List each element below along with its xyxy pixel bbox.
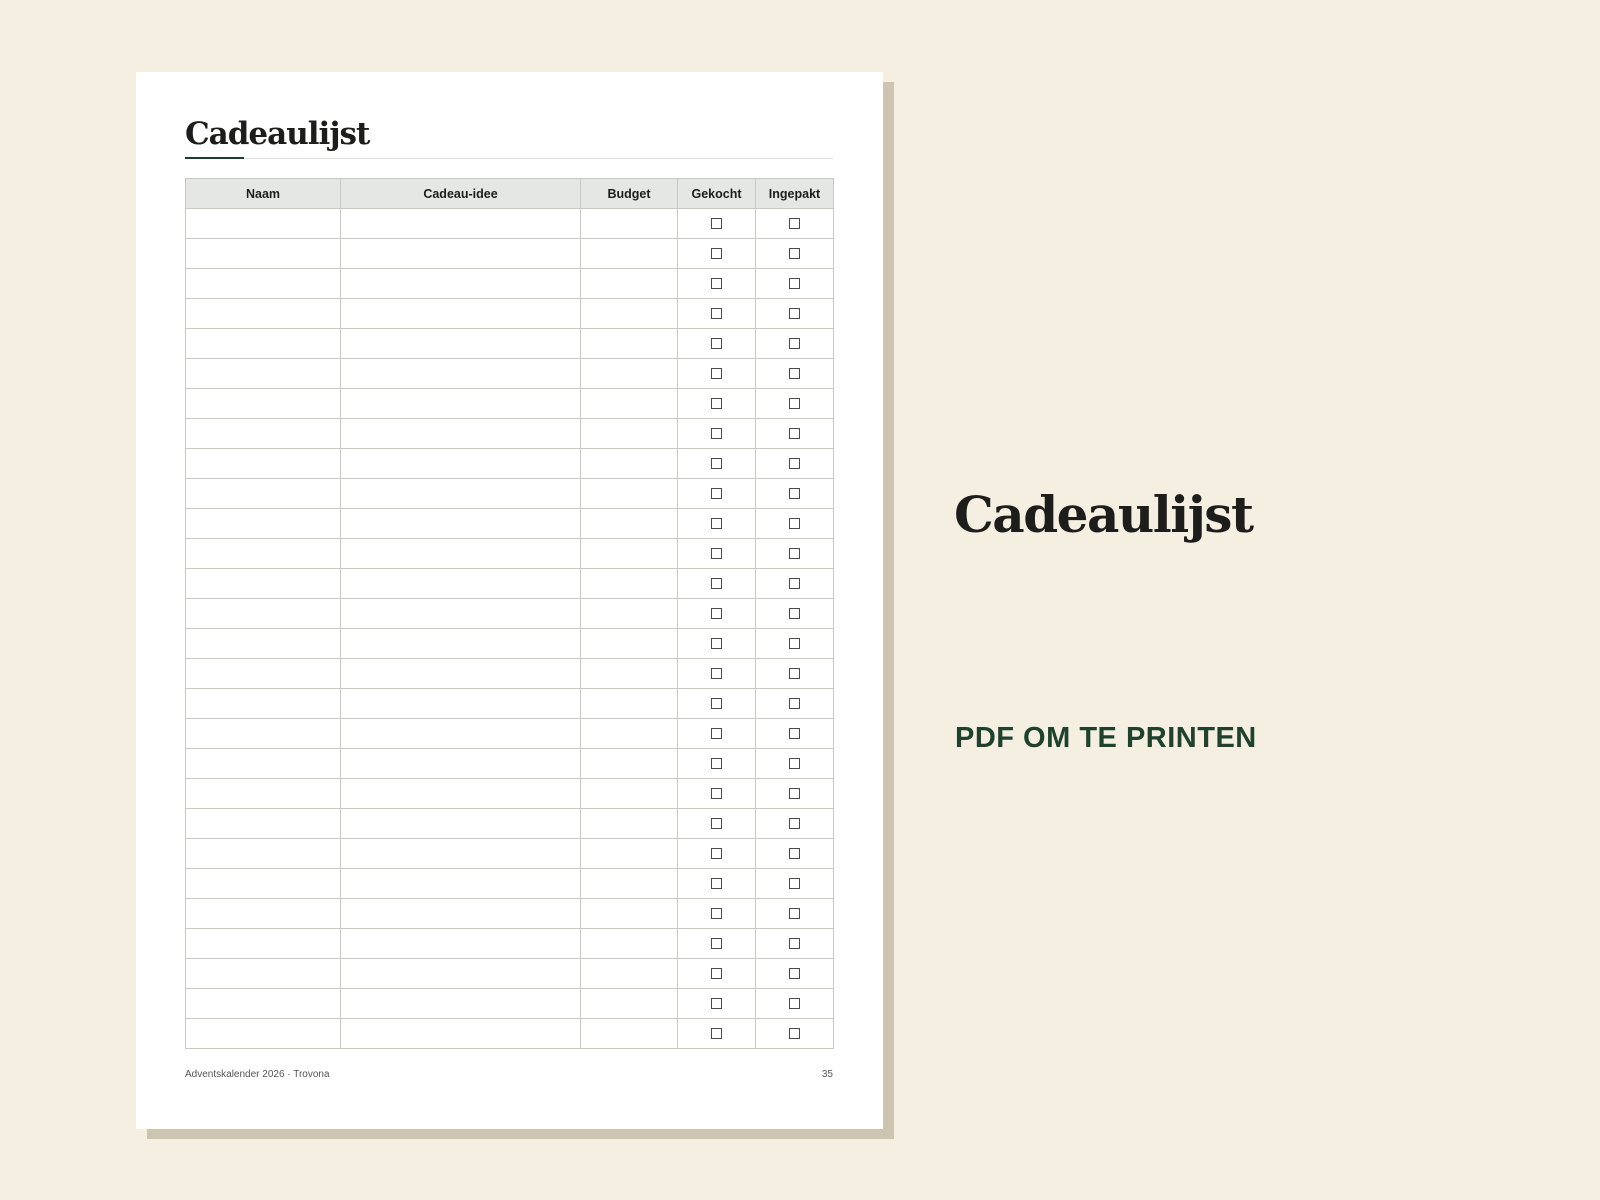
ingepakt-checkbox[interactable] [789,368,800,379]
gekocht-checkbox[interactable] [711,938,722,949]
cadeau-idee-cell[interactable] [341,779,581,809]
gekocht-cell [678,659,756,689]
table-header-row [186,179,834,209]
ingepakt-checkbox[interactable] [789,398,800,409]
gekocht-cell [678,839,756,869]
table-row [186,659,834,689]
budget-cell[interactable] [581,719,678,749]
gekocht-checkbox[interactable] [711,368,722,379]
ingepakt-cell [756,869,834,899]
budget-cell[interactable] [581,269,678,299]
ingepakt-checkbox[interactable] [789,818,800,829]
naam-cell[interactable] [186,839,341,869]
gekocht-cell [678,1019,756,1049]
gekocht-checkbox[interactable] [711,848,722,859]
ingepakt-cell [756,809,834,839]
budget-cell[interactable] [581,569,678,599]
ingepakt-checkbox[interactable] [789,908,800,919]
ingepakt-checkbox[interactable] [789,278,800,289]
naam-cell[interactable] [186,1019,341,1049]
cadeau-idee-cell[interactable] [341,359,581,389]
footer-page-number: 35 [821,1069,833,1080]
title-accent-bar [185,157,244,159]
ingepakt-cell [756,449,834,479]
footer-publication: Adventskalender 2026 · Trovona [185,1069,330,1080]
ingepakt-cell [756,749,834,779]
gekocht-cell [678,509,756,539]
naam-cell[interactable] [186,809,341,839]
ingepakt-checkbox[interactable] [789,458,800,469]
ingepakt-checkbox[interactable] [789,848,800,859]
naam-cell[interactable] [186,689,341,719]
ingepakt-cell [756,929,834,959]
naam-cell[interactable] [186,869,341,899]
cadeau-idee-cell[interactable] [341,479,581,509]
naam-cell[interactable] [186,959,341,989]
naam-cell[interactable] [186,749,341,779]
gekocht-cell [678,269,756,299]
cadeau-idee-cell[interactable] [341,539,581,569]
gekocht-cell [678,629,756,659]
ingepakt-checkbox[interactable] [789,878,800,889]
ingepakt-checkbox[interactable] [789,338,800,349]
ingepakt-cell [756,299,834,329]
table-row [186,209,834,239]
gekocht-cell [678,989,756,1019]
gekocht-checkbox[interactable] [711,908,722,919]
cadeau-idee-cell[interactable] [341,899,581,929]
gekocht-checkbox[interactable] [711,638,722,649]
ingepakt-checkbox[interactable] [789,758,800,769]
gekocht-checkbox[interactable] [711,518,722,529]
naam-cell[interactable] [186,269,341,299]
gekocht-checkbox[interactable] [711,578,722,589]
table-row [186,959,834,989]
ingepakt-checkbox[interactable] [789,938,800,949]
budget-cell[interactable] [581,929,678,959]
naam-cell[interactable] [186,449,341,479]
ingepakt-checkbox[interactable] [789,488,800,499]
table-row [186,779,834,809]
gekocht-checkbox[interactable] [711,548,722,559]
table-row [186,389,834,419]
naam-cell[interactable] [186,569,341,599]
gekocht-cell [678,899,756,929]
ingepakt-checkbox[interactable] [789,998,800,1009]
gekocht-checkbox[interactable] [711,398,722,409]
cadeau-idee-cell[interactable] [341,1019,581,1049]
cadeau-idee-cell[interactable] [341,689,581,719]
ingepakt-cell [756,359,834,389]
gekocht-cell [678,689,756,719]
budget-cell[interactable] [581,809,678,839]
naam-cell[interactable] [186,779,341,809]
gekocht-cell [678,779,756,809]
ingepakt-cell [756,269,834,299]
gekocht-checkbox[interactable] [711,428,722,439]
ingepakt-cell [756,689,834,719]
budget-cell[interactable] [581,989,678,1019]
naam-cell[interactable] [186,329,341,359]
budget-cell[interactable] [581,779,678,809]
gekocht-cell [678,599,756,629]
gekocht-checkbox[interactable] [711,758,722,769]
cadeau-idee-cell[interactable] [341,239,581,269]
gekocht-cell [678,479,756,509]
column-header-naam: Naam [186,179,341,209]
product-title: Cadeaulijst [954,485,1253,544]
table-row [186,989,834,1019]
gekocht-cell [678,719,756,749]
gekocht-cell [678,869,756,899]
ingepakt-checkbox[interactable] [789,698,800,709]
ingepakt-checkbox[interactable] [789,728,800,739]
gekocht-cell [678,359,756,389]
table-row [186,239,834,269]
gekocht-checkbox[interactable] [711,968,722,979]
naam-cell[interactable] [186,299,341,329]
ingepakt-cell [756,629,834,659]
budget-cell[interactable] [581,899,678,929]
gekocht-checkbox[interactable] [711,218,722,229]
gekocht-checkbox[interactable] [711,488,722,499]
table-row [186,809,834,839]
title-divider [185,158,833,159]
table-row [186,509,834,539]
budget-cell[interactable] [581,299,678,329]
gekocht-cell [678,389,756,419]
ingepakt-checkbox[interactable] [789,788,800,799]
ingepakt-cell [756,719,834,749]
naam-cell[interactable] [186,359,341,389]
naam-cell[interactable] [186,479,341,509]
table-row [186,749,834,779]
printable-page [136,72,883,1129]
gekocht-checkbox[interactable] [711,818,722,829]
budget-cell[interactable] [581,689,678,719]
budget-cell[interactable] [581,209,678,239]
budget-cell[interactable] [581,359,678,389]
budget-cell[interactable] [581,749,678,779]
ingepakt-checkbox[interactable] [789,578,800,589]
naam-cell[interactable] [186,539,341,569]
table-row [186,719,834,749]
budget-cell[interactable] [581,959,678,989]
table-row [186,629,834,659]
ingepakt-cell [756,329,834,359]
gekocht-checkbox[interactable] [711,1028,722,1039]
ingepakt-checkbox[interactable] [789,428,800,439]
gekocht-checkbox[interactable] [711,338,722,349]
budget-cell[interactable] [581,659,678,689]
ingepakt-checkbox[interactable] [789,638,800,649]
ingepakt-cell [756,959,834,989]
table-row [186,1019,834,1049]
table-row [186,839,834,869]
cadeau-idee-cell[interactable] [341,419,581,449]
cadeau-idee-cell[interactable] [341,809,581,839]
ingepakt-cell [756,569,834,599]
cadeau-idee-cell[interactable] [341,449,581,479]
ingepakt-cell [756,779,834,809]
column-header-ingepakt: Ingepakt [756,179,834,209]
naam-cell[interactable] [186,209,341,239]
cadeau-idee-cell[interactable] [341,509,581,539]
gekocht-checkbox[interactable] [711,698,722,709]
table-row [186,269,834,299]
cadeau-idee-cell[interactable] [341,749,581,779]
table-row [186,929,834,959]
gekocht-checkbox[interactable] [711,668,722,679]
cadeau-idee-cell[interactable] [341,839,581,869]
ingepakt-checkbox[interactable] [789,308,800,319]
gekocht-checkbox[interactable] [711,608,722,619]
gekocht-cell [678,929,756,959]
gekocht-checkbox[interactable] [711,878,722,889]
ingepakt-cell [756,599,834,629]
ingepakt-checkbox[interactable] [789,968,800,979]
naam-cell[interactable] [186,929,341,959]
gekocht-cell [678,239,756,269]
cadeau-idee-cell[interactable] [341,569,581,599]
gekocht-checkbox[interactable] [711,278,722,289]
gekocht-cell [678,209,756,239]
gekocht-cell [678,329,756,359]
ingepakt-checkbox[interactable] [789,548,800,559]
table-row [186,359,834,389]
cadeau-idee-cell[interactable] [341,329,581,359]
gekocht-checkbox[interactable] [711,248,722,259]
ingepakt-cell [756,1019,834,1049]
ingepakt-checkbox[interactable] [789,668,800,679]
ingepakt-cell [756,659,834,689]
budget-cell[interactable] [581,389,678,419]
gekocht-cell [678,449,756,479]
gekocht-cell [678,539,756,569]
cadeau-idee-cell[interactable] [341,269,581,299]
gekocht-checkbox[interactable] [711,788,722,799]
ingepakt-checkbox[interactable] [789,218,800,229]
cadeau-idee-cell[interactable] [341,209,581,239]
table-row [186,479,834,509]
budget-cell[interactable] [581,629,678,659]
ingepakt-cell [756,479,834,509]
cadeau-idee-cell[interactable] [341,389,581,419]
budget-cell[interactable] [581,449,678,479]
naam-cell[interactable] [186,989,341,1019]
table-row [186,689,834,719]
naam-cell[interactable] [186,509,341,539]
ingepakt-cell [756,539,834,569]
budget-cell[interactable] [581,329,678,359]
table-row [186,869,834,899]
gekocht-cell [678,569,756,599]
naam-cell[interactable] [186,659,341,689]
table-row [186,599,834,629]
cadeau-idee-cell[interactable] [341,929,581,959]
cadeau-idee-cell[interactable] [341,659,581,689]
column-header-budget: Budget [581,179,678,209]
ingepakt-cell [756,899,834,929]
gekocht-cell [678,809,756,839]
table-row [186,449,834,479]
budget-cell[interactable] [581,419,678,449]
ingepakt-cell [756,419,834,449]
naam-cell[interactable] [186,629,341,659]
ingepakt-cell [756,509,834,539]
budget-cell[interactable] [581,509,678,539]
ingepakt-cell [756,389,834,419]
ingepakt-cell [756,989,834,1019]
cadeau-idee-cell[interactable] [341,869,581,899]
product-subtitle: PDF OM TE PRINTEN [955,722,1257,754]
gekocht-cell [678,299,756,329]
gekocht-cell [678,959,756,989]
naam-cell[interactable] [186,239,341,269]
naam-cell[interactable] [186,389,341,419]
ingepakt-cell [756,209,834,239]
cadeau-idee-cell[interactable] [341,989,581,1019]
budget-cell[interactable] [581,869,678,899]
budget-cell[interactable] [581,539,678,569]
naam-cell[interactable] [186,419,341,449]
column-header-gekocht: Gekocht [678,179,756,209]
ingepakt-checkbox[interactable] [789,1028,800,1039]
budget-cell[interactable] [581,479,678,509]
cadeau-idee-cell[interactable] [341,599,581,629]
ingepakt-cell [756,239,834,269]
naam-cell[interactable] [186,599,341,629]
cadeau-idee-cell[interactable] [341,959,581,989]
budget-cell[interactable] [581,1019,678,1049]
gekocht-cell [678,749,756,779]
cadeau-idee-cell[interactable] [341,629,581,659]
gekocht-checkbox[interactable] [711,728,722,739]
gekocht-checkbox[interactable] [711,308,722,319]
ingepakt-checkbox[interactable] [789,518,800,529]
ingepakt-checkbox[interactable] [789,608,800,619]
table-row [186,419,834,449]
naam-cell[interactable] [186,899,341,929]
budget-cell[interactable] [581,239,678,269]
table-row [186,539,834,569]
ingepakt-cell [756,839,834,869]
gift-list-table [185,178,834,1049]
budget-cell[interactable] [581,839,678,869]
gekocht-checkbox[interactable] [711,458,722,469]
table-row [186,899,834,929]
ingepakt-checkbox[interactable] [789,248,800,259]
gekocht-checkbox[interactable] [711,998,722,1009]
table-row [186,329,834,359]
cadeau-idee-cell[interactable] [341,719,581,749]
budget-cell[interactable] [581,599,678,629]
column-header-cadeau-idee: Cadeau-idee [341,179,581,209]
table-body [186,209,834,1049]
naam-cell[interactable] [186,719,341,749]
page-title: Cadeaulijst [185,116,370,152]
cadeau-idee-cell[interactable] [341,299,581,329]
gekocht-cell [678,419,756,449]
table-row [186,299,834,329]
table-row [186,569,834,599]
